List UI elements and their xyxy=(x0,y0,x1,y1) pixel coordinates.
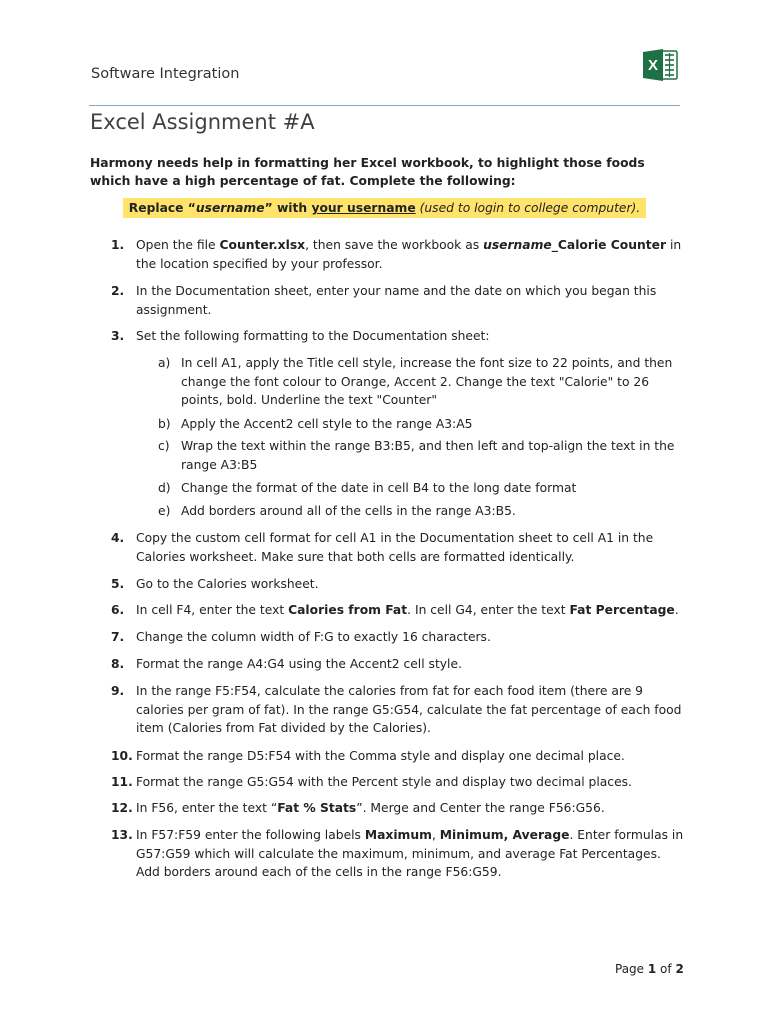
excel-logo-icon xyxy=(641,46,679,84)
your-username-link: your username xyxy=(311,201,416,215)
header-divider xyxy=(89,105,680,106)
document-page: Software Integration X Excel Assignment #A Harmony needs help in formatting her Excel workbook, to highlight those foods which have a high percentage of fat. Complete the following: Replace “username” with your username (used to login to college computer). 1. Open the file Counter.xlsx, then save the workbook as username_Calorie Counter in the location specified by your professor. 2. In the Documentation sheet, enter your name and the date on which you began this assignment. 3. Set the following formatting to the Documentation sheet: a) In cell A1, apply the Title cell style, increase the font size to 22 points, and then change the font colour to Orange, Accent 2. Change the text "Calorie" to 26 points, bold. Underline the text "Counter" b) Apply the Accent2 cell style to the range A3:A5 c) Wrap the text within the range B3:B5, and then left and top-align the text in the range A3:B5 d) Change the format of the date in cell B4 to the long date format e) Add borders around all of the cells in the range A3:B5. 4. Copy the custom cell format for cell A1 in the Documentation sheet to cell A1 in the Calories worksheet. Make sure that both cells are formatted identically. 5. Go to the Calories worksheet. 6. In cell F4, enter the text Calories from Fat. In cell G4, enter the text Fat Percentage. 7. Change the column width of F:G to exactly 16 characters. 8. Format the range A4:G4 using the Accent2 cell style. 9. In the range F5:F54, calculate the calories from fat for each food item (there are 9 calories per gram of fat). In the range G5:G54, calculate the fat percentage of each food item (Calories from Fat divided by the Calories). 10. Format the range D5:F54 with the Comma style and display one decimal place. 11. Format the range G5:G54 with the Percent style and display two decimal places. 12. In F56, enter the text “Fat % Stats”. Merge and Center the range F56:G56. 13. In F57:F59 enter the following labels Maximum, Minimum, Average. Enter formulas in G57:G59 which will calculate the maximum, minimum, and average Fat Percentages. Add borders around each of the cells in the range F56:G59. Page 1 of 2 xyxy=(0,0,768,1024)
username-callout: Replace “username” with your username (used to login to college computer). xyxy=(123,198,646,218)
course-header: Software Integration xyxy=(91,66,240,82)
intro-paragraph: Harmony needs help in formatting her Excel workbook, to highlight those foods which have a high percentage of fat. Complete the following: xyxy=(90,156,645,188)
svg-text:X: X xyxy=(647,57,659,74)
page-title: Excel Assignment #A xyxy=(90,110,315,134)
username-word: username xyxy=(195,201,265,215)
page-number: Page 1 of 2 xyxy=(615,962,684,976)
